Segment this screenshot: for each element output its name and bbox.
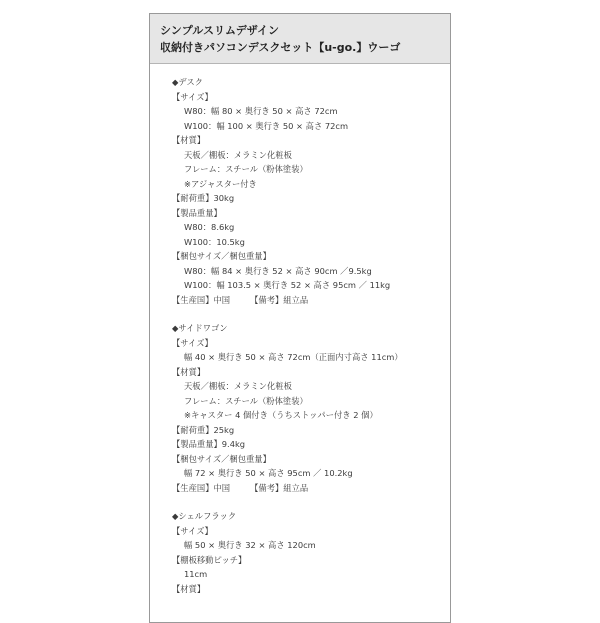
shelf-size-label: 【サイズ】 [172,525,213,536]
shelf-section [150,509,450,596]
desk-origin: 【生産国】中国 [172,294,231,305]
desk-heading: ◆デスク [172,77,203,87]
wagon-origin: 【生産国】中国 [172,482,231,493]
page-title-line2: 収納付きパソコンデスクセット【u-go.】ウーゴ [160,41,401,54]
desk-material-frame: フレーム：スチール（粉体塗装） [184,164,308,174]
desk-pack-w80: W80：幅 84 × 奥行き 52 × 高さ 90cm ／9.5kg [184,265,372,276]
spec-panel [149,13,451,623]
desk-size-w100: W100：幅 100 × 奥行き 50 × 高さ 72cm [184,120,349,131]
desk-weight-label: 【製品重量】 [172,207,222,218]
wagon-pack-label: 【梱包サイズ／梱包重量】 [172,453,271,464]
desk-origin-row [150,293,450,308]
spec-content [150,64,450,596]
wagon-section [150,321,450,495]
wagon-material-frame: フレーム：スチール（粉体塗装） [184,395,308,406]
wagon-remarks: 【備考】組立品 [250,482,309,493]
desk-size-label: 【サイズ】 [172,91,213,102]
wagon-pack: 幅 72 × 奥行き 50 × 高さ 95cm ／ 10.2kg [184,468,353,478]
desk-material-top: 天板／棚板：メラミン化粧板 [184,149,292,160]
desk-material-note: ※アジャスター付き [184,178,257,189]
desk-weight-w100: W100：10.5kg [184,236,245,247]
desk-size-w80: W80：幅 80 × 奥行き 50 × 高さ 72cm [184,106,338,116]
shelf-size: 幅 50 × 奥行き 32 × 高さ 120cm [184,540,316,550]
shelf-material-label: 【材質】 [172,583,206,594]
shelf-pitch-label: 【棚板移動ピッチ】 [172,554,247,565]
shelf-pitch: 11cm [184,569,208,579]
desk-pack-label: 【梱包サイズ／梱包重量】 [172,251,271,261]
page-title-line1: シンプルスリムデザイン [160,24,279,37]
desk-section [150,75,450,307]
wagon-material-label: 【材質】 [172,366,206,377]
wagon-size: 幅 40 × 奥行き 50 × 高さ 72cm（正面内寸高さ 11cm） [184,352,403,362]
desk-load: 【耐荷重】30kg [172,193,235,203]
desk-material-label: 【材質】 [172,135,206,145]
wagon-material-top: 天板／棚板：メラミン化粧板 [184,381,292,391]
spec-header [150,14,450,64]
wagon-origin-row [150,481,450,496]
desk-weight-w80: W80：8.6kg [184,222,235,232]
wagon-material-note: ※キャスター 4 個付き（うちストッパー付き 2 個） [184,410,378,420]
desk-pack-w100: W100：幅 103.5 × 奥行き 52 × 高さ 95cm ／ 11kg [184,280,391,290]
shelf-heading: ◆シェルフラック [172,511,237,521]
wagon-size-label: 【サイズ】 [172,337,213,348]
wagon-weight: 【製品重量】9.4kg [172,439,246,449]
wagon-heading: ◆サイドワゴン [172,323,228,333]
desk-remarks: 【備考】組立品 [250,294,309,305]
wagon-load: 【耐荷重】25kg [172,424,235,435]
